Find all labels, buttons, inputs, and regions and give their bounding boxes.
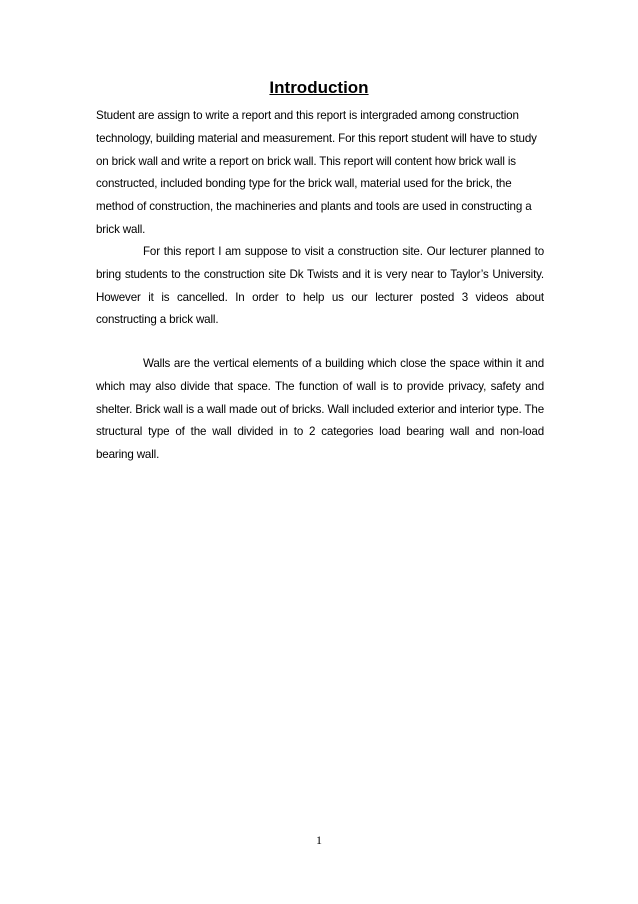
paragraph-1: Student are assign to write a report and this report is intergraded among construction technology, building material and measurement. For this report student will have to study on brick wall and write a report on brick wall. This report will content how brick wall is constructed, included bonding type for the brick wall, material used for the brick, the method of construction, the machineries and plants and tools are used in constructing a brick wall. <box>96 109 537 236</box>
page-title: Introduction <box>269 78 369 97</box>
paragraph-2: For this report I am suppose to visit a construction site. Our lecturer planned to bring students to the construction site Dk Twists and it is very near to Taylor’s University. However it is cancelled. In order to help us our lecturer posted 3 videos about constructing a brick wall. <box>96 245 544 327</box>
paragraph-3: Walls are the vertical elements of a building which close the space within it and which may also divide that space. The function of wall is to provide privacy, safety and shelter. Brick wall is a wall made out of bricks. Wall included exterior and interior type. The structural type of the wall divided in to 2 categories load bearing wall and non-load bearing wall. <box>96 357 544 462</box>
page-number: 1 <box>316 833 322 847</box>
